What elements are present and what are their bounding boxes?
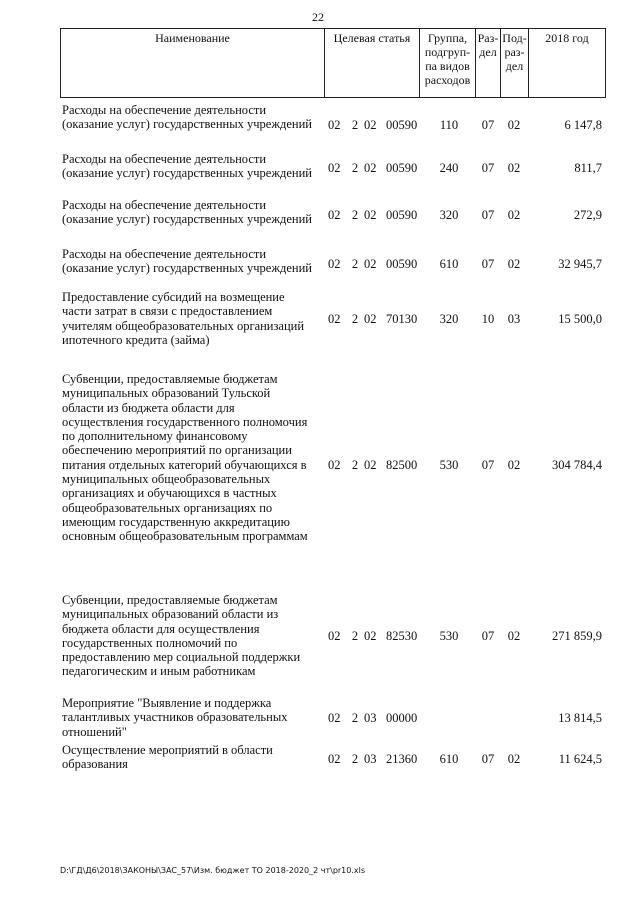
row-name-line: государственных полномочий по <box>62 635 238 650</box>
row-amount: 11 624,5 <box>558 752 602 766</box>
row-group: 530 <box>439 458 459 472</box>
row-code-program: 02 <box>328 458 341 472</box>
row-section: 07 <box>481 257 495 271</box>
row-name-line: муниципальных образований Тульской <box>62 386 271 401</box>
row-name-line: бюджета области для осуществления <box>62 621 260 636</box>
row-code-activity: 02 <box>364 629 377 643</box>
header-target-article: Целевая статья <box>333 31 411 45</box>
row-code-subprogram: 2 <box>351 312 359 326</box>
row-code-subprogram: 2 <box>351 629 359 643</box>
row-group: 320 <box>439 312 459 326</box>
row-subsection: 02 <box>507 118 521 132</box>
row-name-line: предоставлению мер социальной поддержки <box>62 650 301 665</box>
header-subsection-line: раз- <box>504 45 525 59</box>
row-name-line: талантливых участников образовательных <box>62 710 288 725</box>
row-code-subprogram: 2 <box>351 118 359 132</box>
row-name-line: отношений" <box>62 724 127 739</box>
row-name-line: Расходы на обеспечение деятельности <box>62 247 267 261</box>
row-name-line: муниципальных образований области из <box>62 607 279 622</box>
row-name <box>62 103 324 132</box>
row-section: 10 <box>481 312 495 326</box>
row-amount: 6 147,8 <box>564 118 602 132</box>
row-amount: 15 500,0 <box>558 312 602 326</box>
row-name-line: обеспечению мероприятий по организации <box>62 443 292 458</box>
row-name <box>62 290 324 347</box>
row-amount: 13 814,5 <box>558 711 602 725</box>
row-name <box>62 152 324 181</box>
header-group-line: подгруп- <box>424 45 471 59</box>
row-name-line: общеобразовательных организациях по <box>62 500 273 515</box>
row-code-program: 02 <box>328 161 341 175</box>
row-name-line: Расходы на обеспечение деятельности <box>62 198 267 212</box>
row-name-line: ипотечного кредита (займа) <box>62 332 210 347</box>
row-code-direction: 82530 <box>386 629 418 643</box>
row-code-subprogram: 2 <box>351 752 359 766</box>
row-group: 240 <box>439 161 459 175</box>
row-code-activity: 02 <box>364 257 377 271</box>
row-subsection: 02 <box>507 458 521 472</box>
row-code-activity: 02 <box>364 118 377 132</box>
row-code-direction: 00590 <box>386 257 418 271</box>
row-name <box>62 696 324 739</box>
row-name-line: учителям общеобразовательных организаций <box>62 318 305 333</box>
row-code-direction: 21360 <box>386 752 418 766</box>
header-subsection-line: Под- <box>502 31 527 45</box>
row-section: 07 <box>481 161 495 175</box>
row-code-program: 02 <box>328 208 341 222</box>
header-name: Наименование <box>155 31 230 45</box>
row-code-subprogram: 2 <box>351 711 359 725</box>
header-section-line: Раз- <box>477 31 499 45</box>
header-group <box>420 31 475 87</box>
file-path-footer: D:\ГД\Д6\2018\ЗАКОНЫ\ЗАС_57\Изм. бюджет ТО 2018-2020_2 чт\pr10.xls <box>60 866 366 875</box>
row-subsection: 02 <box>507 208 521 222</box>
row-name-line: (оказание услуг) государственных учреждений <box>62 166 312 181</box>
row-section: 07 <box>481 458 495 472</box>
row-code-direction: 82500 <box>386 458 418 472</box>
row-name-line: осуществления государственного полномочия <box>62 414 308 429</box>
row-name-line: основным общеобразовательным программам <box>62 529 308 544</box>
table-header <box>0 0 640 98</box>
row-group: 530 <box>439 629 459 643</box>
header-bottom-border <box>60 97 606 98</box>
row-code-direction: 00000 <box>386 711 418 725</box>
row-code-subprogram: 2 <box>351 208 359 222</box>
row-amount: 272,9 <box>573 208 602 222</box>
row-name-line: Субвенции, предоставляемые бюджетам <box>62 593 278 607</box>
row-name-line: образования <box>62 757 128 772</box>
row-name-line: педагогическим и иным работникам <box>62 664 256 679</box>
row-code-program: 02 <box>328 257 341 271</box>
row-code-activity: 03 <box>364 711 377 725</box>
row-subsection: 02 <box>507 752 521 766</box>
page-number: 22 <box>312 10 324 24</box>
row-code-activity: 02 <box>364 161 377 175</box>
row-code-program: 02 <box>328 312 341 326</box>
header-divider <box>605 28 606 98</box>
row-code-subprogram: 2 <box>351 458 359 472</box>
row-name-line: Предоставление субсидий на возмещение <box>62 290 285 304</box>
header-top-border <box>60 28 606 29</box>
header-section <box>476 31 500 59</box>
row-group: 110 <box>439 118 459 132</box>
row-name-line: Субвенции, предоставляемые бюджетам <box>62 372 278 386</box>
header-group-line: расходов <box>424 73 471 87</box>
row-name-line: имеющим государственную аккредитацию <box>62 514 290 529</box>
row-code-direction: 00590 <box>386 208 418 222</box>
row-code-activity: 02 <box>364 458 377 472</box>
row-name-line: части затрат в связи с предоставлением <box>62 304 273 319</box>
row-section: 07 <box>481 118 495 132</box>
row-section: 07 <box>481 629 495 643</box>
row-code-activity: 03 <box>364 752 377 766</box>
row-name-line: (оказание услуг) государственных учреждений <box>62 117 312 132</box>
row-group: 610 <box>439 752 459 766</box>
row-section: 07 <box>481 208 495 222</box>
row-name-line: питания отдельных категорий обучающихся в <box>62 457 307 472</box>
row-name-line: по дополнительному финансовому <box>62 429 248 444</box>
row-subsection: 02 <box>507 629 521 643</box>
row-code-program: 02 <box>328 752 341 766</box>
row-code-activity: 02 <box>364 208 377 222</box>
header-subsection-line: дел <box>505 59 524 73</box>
row-name <box>62 743 324 772</box>
row-amount: 32 945,7 <box>558 257 602 271</box>
row-amount: 811,7 <box>574 161 602 175</box>
row-code-subprogram: 2 <box>351 161 359 175</box>
row-code-direction: 00590 <box>386 161 418 175</box>
row-code-program: 02 <box>328 118 341 132</box>
row-name <box>62 247 324 276</box>
row-name <box>62 593 324 679</box>
row-amount: 271 859,9 <box>552 629 602 643</box>
row-name-line: (оказание услуг) государственных учреждений <box>62 261 312 276</box>
header-group-line: па видов <box>425 59 470 73</box>
row-code-direction: 70130 <box>386 312 418 326</box>
row-code-program: 02 <box>328 629 341 643</box>
row-subsection: 03 <box>507 312 521 326</box>
header-section-line: дел <box>479 45 497 59</box>
row-section: 07 <box>481 752 495 766</box>
row-code-activity: 02 <box>364 312 377 326</box>
row-name <box>62 372 324 544</box>
row-code-direction: 00590 <box>386 118 418 132</box>
header-year: 2018 год <box>545 31 589 45</box>
row-name-line: области из бюджета области для <box>62 400 235 415</box>
row-name-line: Расходы на обеспечение деятельности <box>62 152 267 166</box>
row-name <box>62 198 324 227</box>
row-group: 320 <box>439 208 459 222</box>
header-group-line: Группа, <box>427 31 468 45</box>
row-name-line: организациях и обучающихся в частных <box>62 486 277 501</box>
row-subsection: 02 <box>507 257 521 271</box>
row-subsection: 02 <box>507 161 521 175</box>
row-code-program: 02 <box>328 711 341 725</box>
row-name-line: (оказание услуг) государственных учреждений <box>62 212 312 227</box>
row-group: 610 <box>439 257 459 271</box>
row-name-line: Расходы на обеспечение деятельности <box>62 103 267 117</box>
row-name-line: Осуществление мероприятий в области <box>62 743 273 757</box>
header-subsection <box>501 31 528 73</box>
row-code-subprogram: 2 <box>351 257 359 271</box>
row-name-line: муниципальных общеобразовательных <box>62 472 271 487</box>
row-name-line: Мероприятие "Выявление и поддержка <box>62 696 272 710</box>
row-amount: 304 784,4 <box>552 458 602 472</box>
